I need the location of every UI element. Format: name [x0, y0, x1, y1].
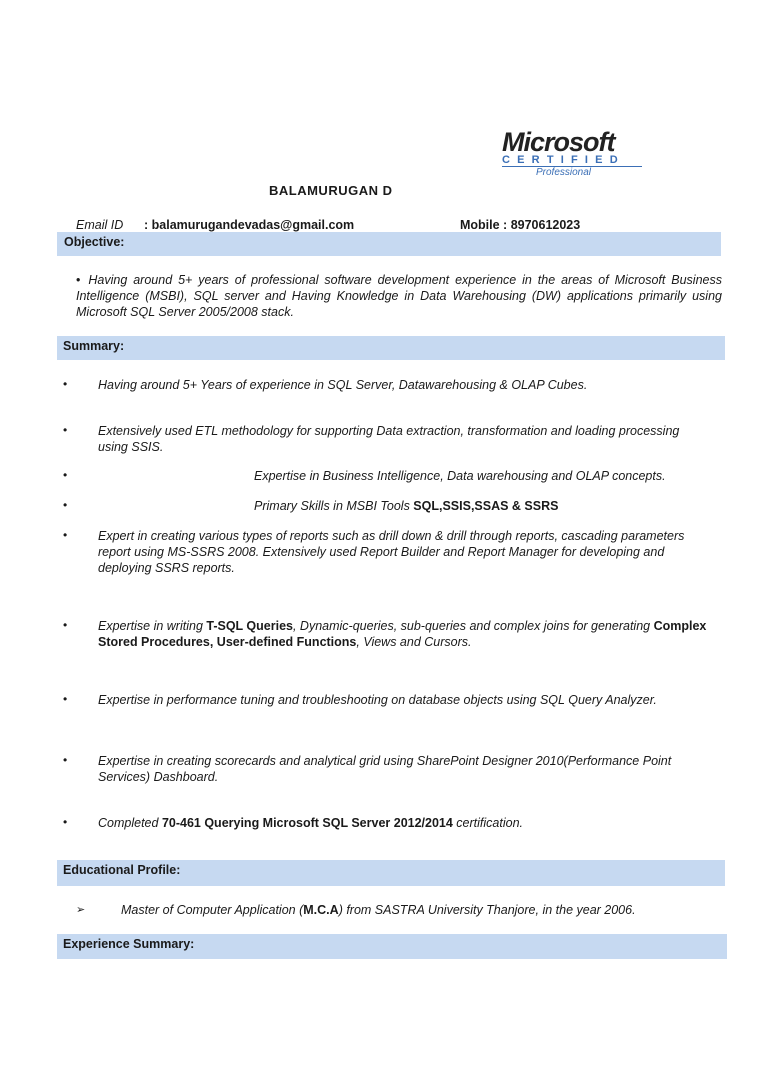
list-item-bold: T-SQL Queries: [206, 619, 293, 633]
list-item: [98, 618, 713, 650]
education-degree: M.C.A: [303, 903, 339, 917]
experience-header: [57, 934, 727, 959]
objective-header: [57, 232, 721, 256]
list-item-text: certification.: [452, 816, 523, 830]
list-item: Having around 5+ Years of experience in SQL Server, Datawarehousing & OLAP Cubes.: [98, 378, 588, 392]
summary-title: Summary:: [63, 339, 125, 353]
list-item-text: Expertise in writing: [98, 619, 207, 633]
summary-header: [57, 336, 725, 360]
list-bullet: •: [63, 468, 68, 482]
microsoft-certified-logo: [500, 128, 646, 180]
list-bullet: •: [63, 377, 68, 391]
email-label: Email ID: [76, 218, 124, 232]
education-text: ) from SASTRA University Thanjore, in the year 2006.: [338, 903, 636, 917]
mobile-number: Mobile : 8970612023: [460, 218, 581, 232]
logo-brand: Microsoft: [502, 127, 615, 157]
education-header: [57, 860, 725, 886]
list-item-text: Completed: [98, 816, 162, 830]
candidate-name: BALAMURUGAN D: [269, 183, 393, 198]
list-item: Expert in creating various types of reports such as drill down & drill through reports, cascading parameters report using MS-SSRS 2008. Extensively used Report Builder and Report Manager for developing and deploying SSRS reports.: [98, 529, 685, 575]
list-bullet: •: [63, 618, 68, 632]
objective-text: [76, 272, 722, 320]
logo-professional: Professional: [536, 167, 592, 178]
logo-certified: CERTIFIED: [502, 154, 625, 166]
list-bullet: •: [63, 528, 68, 542]
list-bullet: •: [63, 498, 68, 512]
list-bullet: •: [63, 753, 68, 767]
education-text: Master of Computer Application (: [121, 903, 304, 917]
list-item: Expertise in creating scorecards and analytical grid using SharePoint Designer 2010(Performance Point Services) Dashboard.: [98, 754, 672, 784]
list-bullet: •: [63, 423, 68, 437]
education-item: [121, 903, 636, 917]
objective-title: Objective:: [64, 235, 125, 249]
list-bullet: •: [63, 692, 68, 706]
education-arrow-icon: ➢: [76, 904, 86, 916]
list-item: Expertise in Business Intelligence, Data warehousing and OLAP concepts.: [254, 469, 666, 483]
experience-title: Experience Summary:: [63, 937, 195, 951]
list-item-text: , Dynamic-queries, sub-queries and complex joins for generating: [292, 619, 654, 633]
list-item-text: Primary Skills in MSBI Tools: [254, 499, 414, 513]
list-bullet: •: [63, 815, 68, 829]
list-item: Extensively used ETL methodology for supporting Data extraction, transformation and loading processing using SSIS.: [98, 424, 680, 454]
list-item: Expertise in performance tuning and troubleshooting on database objects using SQL Query Analyzer.: [98, 693, 657, 707]
list-item: [254, 498, 724, 514]
objective-bullet: •: [76, 273, 81, 287]
email-value: : balamurugandevadas@gmail.com: [144, 218, 355, 232]
list-item-bold: 70-461 Querying Microsoft SQL Server 2012/2014: [161, 816, 453, 830]
list-item-bold: Complex Stored Procedures, User-defined Functions: [98, 619, 707, 649]
objective-body: Having around 5+ years of professional software development experience in the areas of Microsoft Business Intelligence (MSBI), SQL server and Having Knowledge in Data Warehousing (DW) applications primarily using Microsoft SQL Server 2005/2008 stack.: [76, 273, 722, 319]
education-title: Educational Profile:: [63, 863, 181, 877]
list-item-text: , Views and Cursors.: [356, 635, 472, 649]
list-item: [98, 815, 718, 831]
list-item-bold: SQL,SSIS,SSAS & SSRS: [413, 499, 559, 513]
